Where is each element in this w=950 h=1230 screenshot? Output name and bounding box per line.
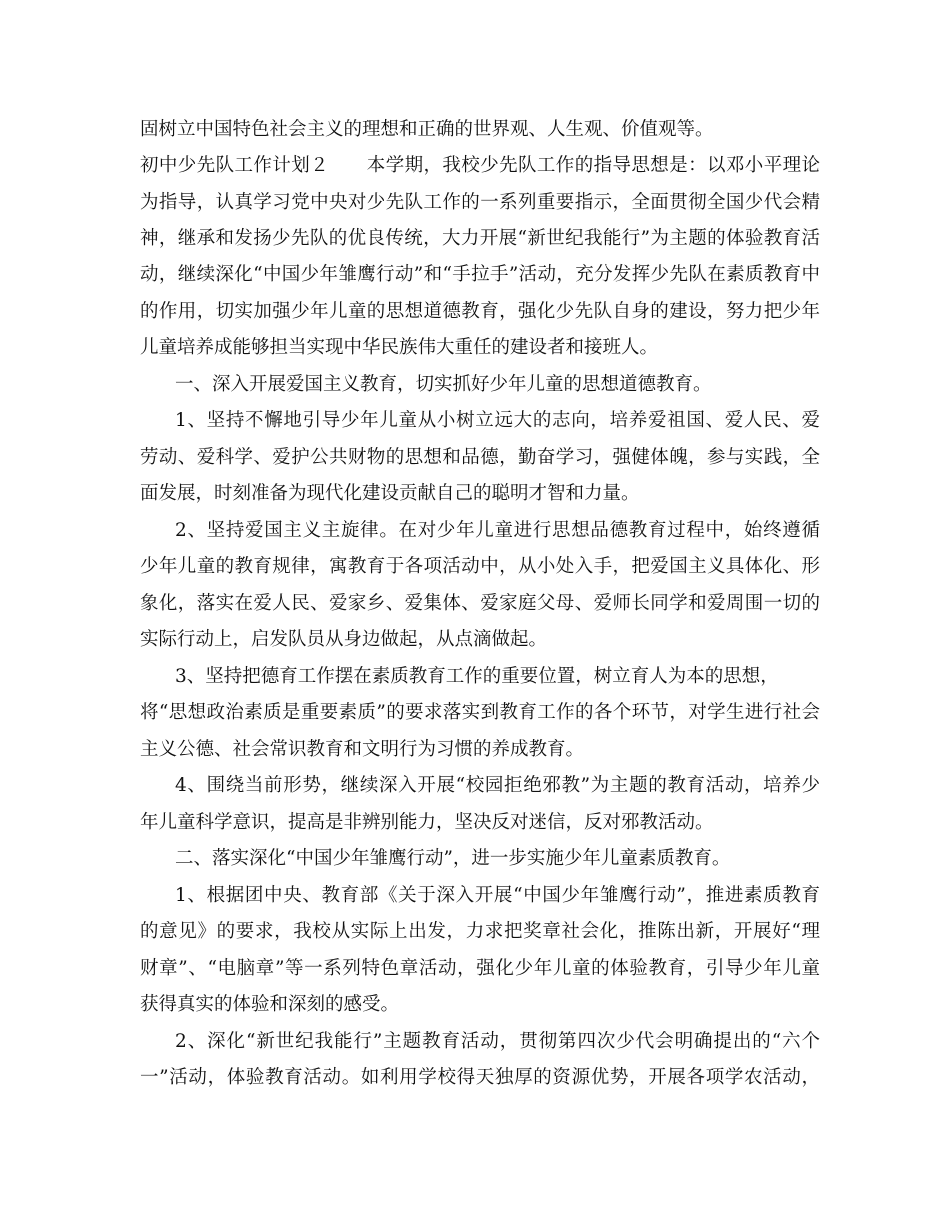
text-line: 3、坚持把德育工作摆在素质教育工作的重要位置，树立育人为本的思想， (175, 666, 779, 687)
text-line: 主义公德、社会常识教育和文明行为习惯的养成教育。 (140, 739, 585, 760)
text-line: 的意见》的要求，我校从实际上出发，力求把奖章社会化，推陈出新，开展好“理 (140, 921, 820, 942)
text-line: 动，继续深化“中国少年雏鹰行动”和“手拉手”活动，充分发挥少先队在素质教育中 (140, 264, 820, 285)
text-line: 劳动、爱科学、爱护公共财物的思想和品德，勤奋学习，强健体魄，参与实践，全 (140, 447, 820, 468)
text-line: 为指导，认真学习党中央对少先队工作的一系列重要指示，全面贯彻全国少代会精 (140, 192, 820, 213)
text-line: 财章”、“电脑章”等一系列特色章活动，强化少年儿童的体验教育，引导少年儿童 (140, 958, 820, 979)
text-line: 的作用，切实加强少年儿童的思想道德教育，强化少先队自身的建设，努力把少年 (140, 301, 820, 322)
text-line: 少年儿童的教育规律，寓教育于各项活动中，从小处入手，把爱国主义具体化、形 (140, 556, 820, 577)
text-line: 2、坚持爱国主义主旋律。在对少年儿童进行思想品德教育过程中，始终遵循 (175, 520, 820, 541)
text-line: 2、深化“新世纪我能行”主题教育活动，贯彻第四次少代会明确提出的“六个 (175, 1031, 820, 1052)
text-line: 象化，落实在爱人民、爱家乡、爱集体、爱家庭父母、爱师长同学和爱周围一切的 (140, 593, 820, 614)
text-line: 实际行动上，启发队员从身边做起，从点滴做起。 (140, 629, 548, 650)
text-line: 4、围绕当前形势，继续深入开展“校园拒绝邪教”为主题的教育活动，培养少 (175, 775, 820, 796)
text-line: 固树立中国特色社会主义的理想和正确的世界观、人生观、价值观等。 (140, 119, 714, 140)
text-line: 初中少先队工作计划２ 本学期，我校少先队工作的指导思想是：以邓小平理论 (140, 155, 820, 176)
text-line: 一”活动，体验教育活动。如利用学校得天独厚的资源优势，开展各项学农活动， (140, 1067, 820, 1088)
text-line: 神，继承和发扬少先队的优良传统，大力开展“新世纪我能行”为主题的体验教育活 (140, 228, 820, 249)
section-heading: 二、落实深化“中国少年雏鹰行动”，进一步实施少年儿童素质教育。 (175, 848, 731, 869)
text-line: 儿童培养成能够担当实现中华民族伟大重任的建设者和接班人。 (140, 337, 659, 358)
text-line: 将“思想政治素质是重要素质”的要求落实到教育工作的各个环节，对学生进行社会 (140, 702, 820, 723)
section-heading: 一、深入开展爱国主义教育，切实抓好少年儿童的思想道德教育。 (175, 374, 712, 395)
text-line: 1、坚持不懈地引导少年儿童从小树立远大的志向，培养爱祖国、爱人民、爱 (175, 410, 820, 431)
text-line: 面发展，时刻准备为现代化建设贡献自己的聪明才智和力量。 (140, 483, 640, 504)
text-line: 年儿童科学意识，提高是非辨别能力，坚决反对迷信，反对邪教活动。 (140, 812, 714, 833)
text-line: 获得真实的体验和深刻的感受。 (140, 994, 400, 1015)
text-line: 1、根据团中央、教育部《关于深入开展“中国少年雏鹰行动”，推进素质教育 (175, 885, 820, 906)
